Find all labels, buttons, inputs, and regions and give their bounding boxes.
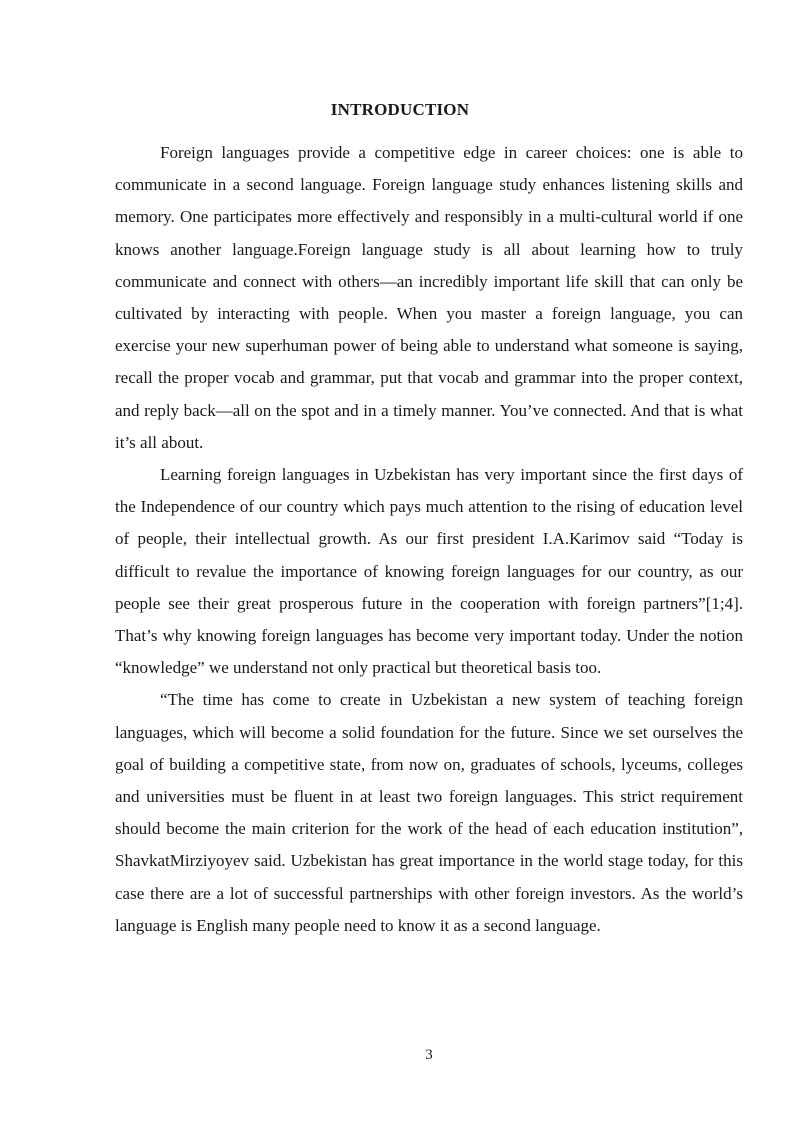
paragraph-3: “The time has come to create in Uzbekistan a new system of teaching foreign languages, which will become a solid foundation for the future. Since we set ourselves the goal of building a competitive state, from now on, graduates of schools, lyceums, colleges and universities must be fluent in at least two foreign languages. This strict requirement should become the main criterion for the work of the head of each education institution”, ShavkatMirziyoyev said. Uzbekistan has great importance in the world stage today, for this case there are a lot of successful partnerships with other foreign investors. As the world’s language is English many people need to know it as a second language. bbox=[115, 690, 743, 935]
paragraph-1: Foreign languages provide a competitive edge in career choices: one is able to communicate in a second language. Foreign language study enhances listening skills and memory. One participates more effectively and responsibly in a multi-cultural world if one knows another language.Foreign language study is all about learning how to truly communicate and connect with others—an incredibly important life skill that can only be cultivated by interacting with people. When you master a foreign language, you can exercise your new superhuman power of being able to understand what someone is saying, recall the proper vocab and grammar, put that vocab and grammar into the proper context, and reply back—all on the spot and in a timely manner. You’ve connected. And that is what it’s all about. bbox=[115, 143, 743, 452]
body-text bbox=[115, 137, 743, 942]
paragraph-2: Learning foreign languages in Uzbekistan has very important since the first days of the Independence of our country which pays much attention to the rising of education level of people, their intellectual growth. As our first president I.A.Karimov said “Today is difficult to revalue the importance of knowing foreign languages for our country, as our people see their great prosperous future in the cooperation with foreign partners”[1;4]. That’s why knowing foreign languages has become very important today. Under the notion “knowledge” we understand not only practical but theoretical basis too. bbox=[115, 465, 743, 678]
page-number: 3 bbox=[425, 1047, 433, 1063]
page-title: INTRODUCTION bbox=[330, 100, 470, 119]
